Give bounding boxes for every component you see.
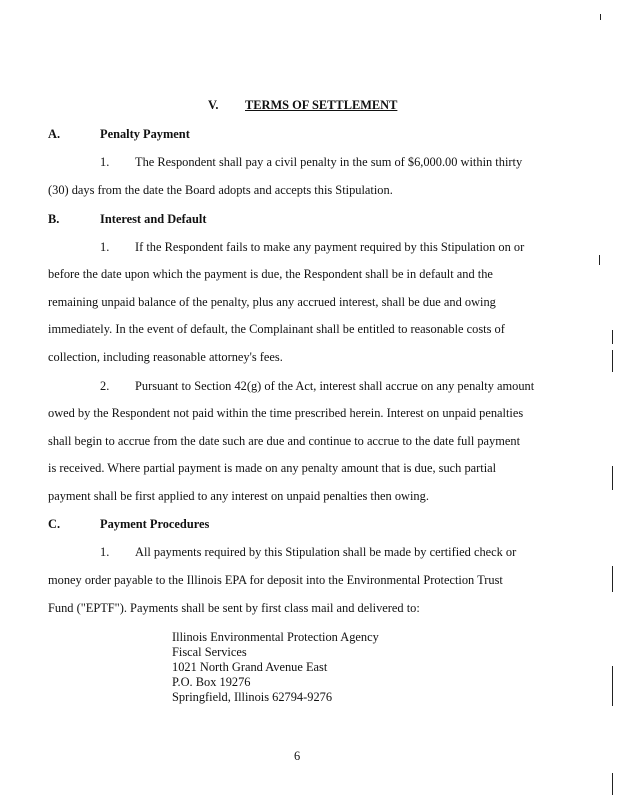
scan-mark bbox=[612, 566, 613, 592]
text-line: remaining unpaid balance of the penalty, plus any accrued interest, shall be due and owing bbox=[48, 295, 496, 309]
text-line: owed by the Respondent not paid within the time prescribed herein. Interest on unpaid penalties bbox=[48, 406, 524, 420]
address-line: Fiscal Services bbox=[172, 645, 247, 659]
section-c-p1-num: 1. bbox=[100, 545, 110, 559]
section-b-p1-num: 1. bbox=[100, 240, 110, 254]
text-line: shall begin to accrue from the date such are due and continue to accrue to the date full payment bbox=[48, 434, 521, 448]
scan-mark bbox=[612, 350, 613, 372]
section-b-p2-num: 2. bbox=[100, 379, 110, 393]
section-b-title: Interest and Default bbox=[100, 212, 207, 226]
scan-mark bbox=[612, 466, 613, 490]
heading-numeral: V. bbox=[208, 98, 219, 112]
text-line: If the Respondent fails to make any payment required by this Stipulation on or bbox=[135, 240, 525, 254]
text-line: payment shall be first applied to any interest on unpaid penalties then owing. bbox=[48, 489, 429, 503]
scan-mark bbox=[612, 330, 613, 344]
text-line: is received. Where partial payment is made on any penalty amount that is due, such partial bbox=[48, 461, 497, 475]
text-line: All payments required by this Stipulation shall be made by certified check or bbox=[135, 545, 517, 559]
section-a-title: Penalty Payment bbox=[100, 127, 190, 141]
address-line: 1021 North Grand Avenue East bbox=[172, 660, 328, 674]
text-line: collection, including reasonable attorney's fees. bbox=[48, 350, 283, 364]
text-line: immediately. In the event of default, the Complainant shall be entitled to reasonable costs of bbox=[48, 322, 505, 336]
scan-mark bbox=[599, 255, 600, 265]
section-a-p1-num: 1. bbox=[100, 155, 110, 169]
section-c-letter: C. bbox=[48, 517, 61, 531]
text-line: before the date upon which the payment is due, the Respondent shall be in default and the bbox=[48, 267, 493, 281]
address-line: Illinois Environmental Protection Agency bbox=[172, 630, 379, 644]
page-number: 6 bbox=[294, 749, 301, 763]
section-c-title: Payment Procedures bbox=[100, 517, 210, 531]
address-line: P.O. Box 19276 bbox=[172, 675, 251, 689]
section-a-letter: A. bbox=[48, 127, 61, 141]
heading-title: TERMS OF SETTLEMENT bbox=[245, 98, 398, 112]
text-line: The Respondent shall pay a civil penalty in the sum of $6,000.00 within thirty bbox=[135, 155, 523, 169]
text-line: (30) days from the date the Board adopts and accepts this Stipulation. bbox=[48, 183, 393, 197]
scan-mark bbox=[612, 773, 613, 795]
scan-mark bbox=[600, 14, 601, 20]
address-line: Springfield, Illinois 62794-9276 bbox=[172, 690, 333, 704]
text-line: Pursuant to Section 42(g) of the Act, interest shall accrue on any penalty amount bbox=[135, 379, 535, 393]
text-line: Fund ("EPTF"). Payments shall be sent by first class mail and delivered to: bbox=[48, 601, 420, 615]
section-b-letter: B. bbox=[48, 212, 60, 226]
scan-mark bbox=[612, 666, 613, 706]
text-line: money order payable to the Illinois EPA for deposit into the Environmental Protection Trust bbox=[48, 573, 503, 587]
